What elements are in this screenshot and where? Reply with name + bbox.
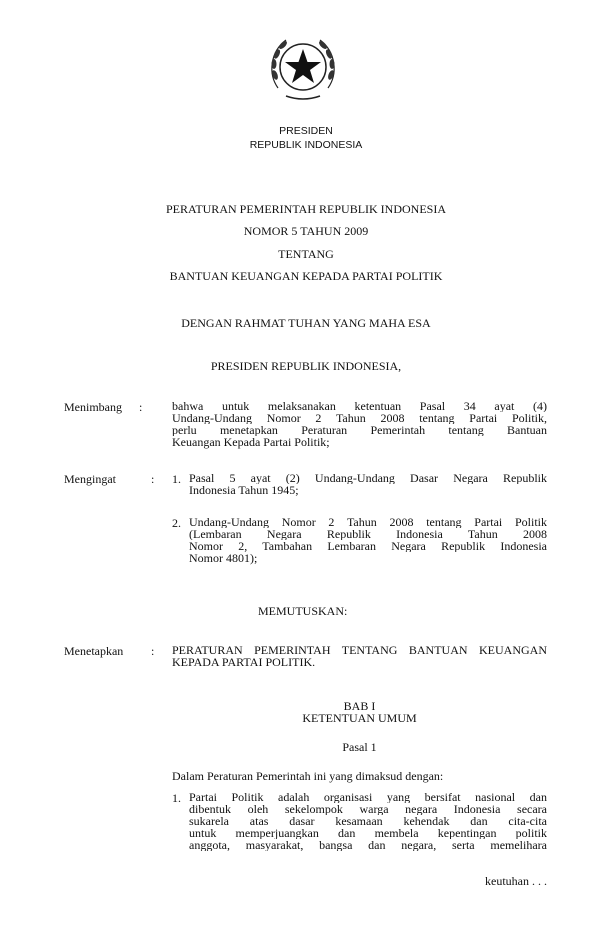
- list-number: 1.: [172, 472, 181, 486]
- regulation-number: NOMOR 5 TAHUN 2009: [243, 224, 369, 238]
- text-line: Indonesia Tahun 1945;: [189, 483, 299, 497]
- menetapkan-text: [172, 644, 547, 668]
- chapter-title: KETENTUAN UMUM: [302, 711, 417, 725]
- mengingat-item-1: [189, 472, 547, 496]
- garuda-emblem-icon: [266, 30, 340, 104]
- text-line: Nomor 2, Tambahan Lembaran Negara Republik Indonesia: [189, 540, 547, 552]
- mengingat-item-2: [189, 516, 547, 564]
- president-heading: PRESIDEN REPUBLIK INDONESIA,: [210, 359, 402, 373]
- text-line: KEPADA PARTAI POLITIK.: [172, 655, 316, 669]
- regulation-subject: BANTUAN KEUANGAN KEPADA PARTAI POLITIK: [169, 269, 443, 283]
- preamble: DENGAN RAHMAT TUHAN YANG MAHA ESA: [181, 316, 431, 330]
- menetapkan-colon: :: [151, 644, 155, 658]
- text-line: Undang-Undang Nomor 2 Tahun 2008 tentang Partai Politik,: [172, 412, 547, 424]
- menimbang-text: [172, 400, 547, 448]
- regulation-title: PERATURAN PEMERINTAH REPUBLIK INDONESIA: [165, 202, 447, 216]
- text-line: bahwa untuk melaksanakan ketentuan Pasal 34 ayat (4): [172, 400, 547, 412]
- text-line: Undang-Undang Nomor 2 Tahun 2008 tentang Partai Politik: [189, 516, 547, 528]
- text-line: dibentuk oleh sekelompok warga negara Indonesia secara: [189, 803, 547, 815]
- menimbang-colon: :: [139, 400, 143, 414]
- text-line: (Lembaran Negara Republik Indonesia Tahun 2008: [189, 528, 547, 540]
- mengingat-colon: :: [151, 472, 155, 486]
- article-heading: Pasal 1: [342, 740, 377, 754]
- definition-1: [189, 791, 547, 851]
- article-intro: Dalam Peraturan Pemerintah ini yang dimaksud dengan:: [172, 769, 444, 783]
- text-line: perlu menetapkan Peraturan Pemerintah tentang Bantuan: [172, 424, 547, 436]
- list-number: 1.: [172, 791, 181, 805]
- text-line: untuk memperjuangkan dan membela kepentingan politik: [189, 827, 547, 839]
- text-line: Keuangan Kepada Partai Politik;: [172, 435, 330, 449]
- text-line: Partai Politik adalah organisasi yang bersifat nasional dan: [189, 791, 547, 803]
- memutuskan-heading: MEMUTUSKAN:: [258, 604, 348, 618]
- menetapkan-label: Menetapkan: [64, 644, 124, 658]
- mengingat-label: Mengingat: [64, 472, 116, 486]
- text-line: PERATURAN PEMERINTAH TENTANG BANTUAN KEUANGAN: [172, 644, 547, 656]
- regulation-about: TENTANG: [278, 247, 334, 261]
- chapter-number: BAB I: [343, 699, 376, 713]
- list-number: 2.: [172, 516, 181, 530]
- header-republic: REPUBLIK INDONESIA: [249, 139, 363, 151]
- text-line: Nomor 4801);: [189, 551, 258, 565]
- text-line: Pasal 5 ayat (2) Undang-Undang Dasar Negara Republik: [189, 472, 547, 484]
- text-line: anggota, masyarakat, bangsa dan negara, serta memelihara: [189, 839, 547, 851]
- page-continuation: keutuhan . . .: [485, 874, 547, 888]
- text-line: sukarela atas dasar kesamaan kehendak dan cita-cita: [189, 815, 547, 827]
- header-president: PRESIDEN: [279, 125, 333, 137]
- menimbang-label: Menimbang: [64, 400, 122, 414]
